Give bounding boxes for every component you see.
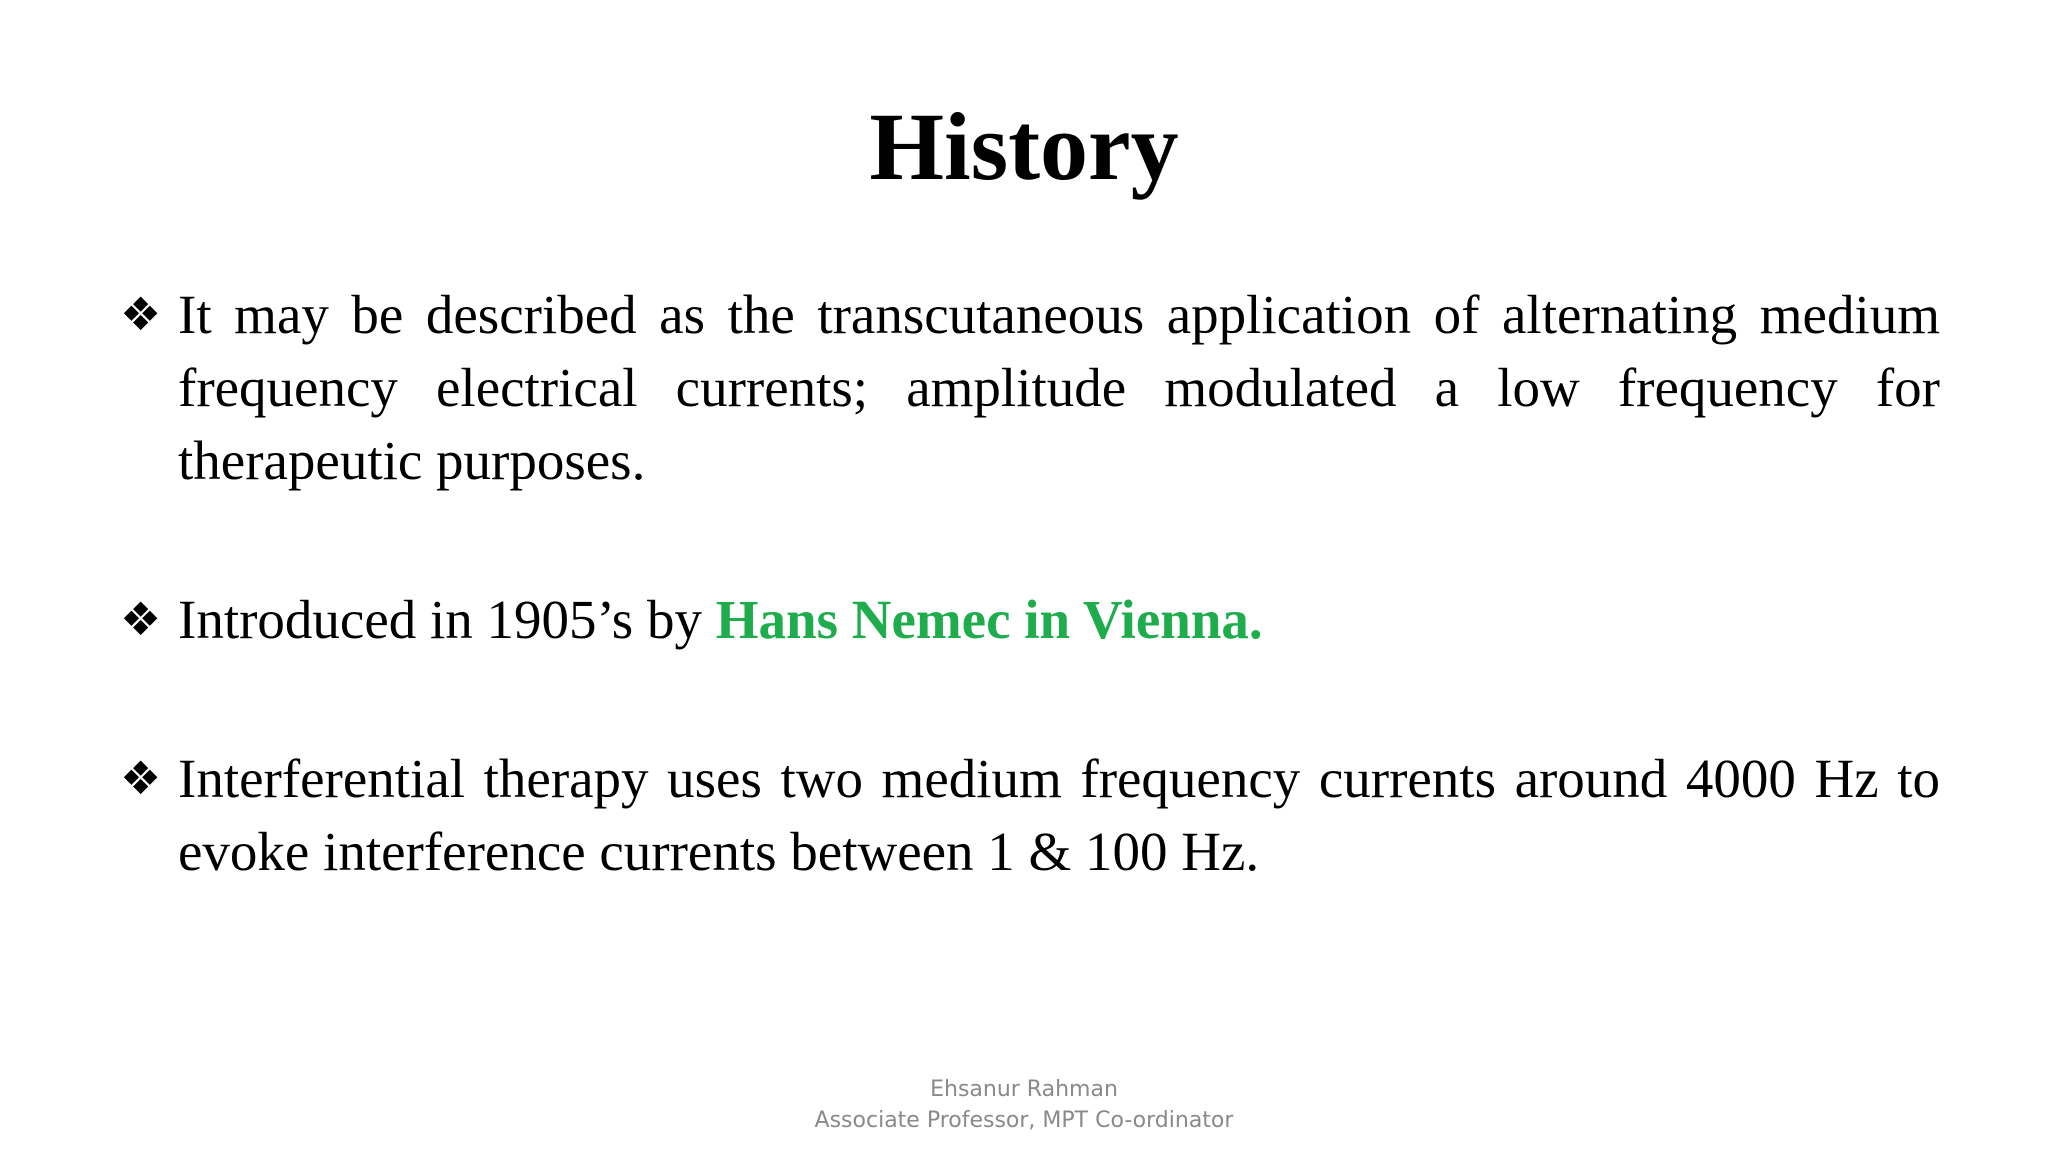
bullet-list <box>120 278 1940 888</box>
bullet-text: Interferential therapy uses two medium frequency currents around 4000 Hz to evoke interference currents between 1 & 100 Hz. <box>178 748 1940 882</box>
bullet-text: It may be described as the transcutaneous application of alternating medium frequency electrical currents; amplitude modulated a low frequency for therapeutic purposes. <box>178 284 1940 491</box>
footer-name: Ehsanur Rahman <box>930 1077 1118 1102</box>
diamond-four-icon: ❖ <box>120 592 162 646</box>
slide-title: History <box>869 93 1179 200</box>
diamond-four-icon: ❖ <box>120 751 162 805</box>
footer-role: Associate Professor, MPT Co-ordinator <box>814 1108 1234 1133</box>
diamond-four-icon: ❖ <box>120 287 162 341</box>
bullet-item <box>120 583 1940 656</box>
highlight-text: Hans Nemec in Vienna. <box>715 589 1263 650</box>
bullet-item <box>120 742 1940 888</box>
bullet-item <box>120 278 1940 497</box>
bullet-text: Introduced in 1905’s by <box>178 589 716 650</box>
footer <box>0 1074 2048 1136</box>
